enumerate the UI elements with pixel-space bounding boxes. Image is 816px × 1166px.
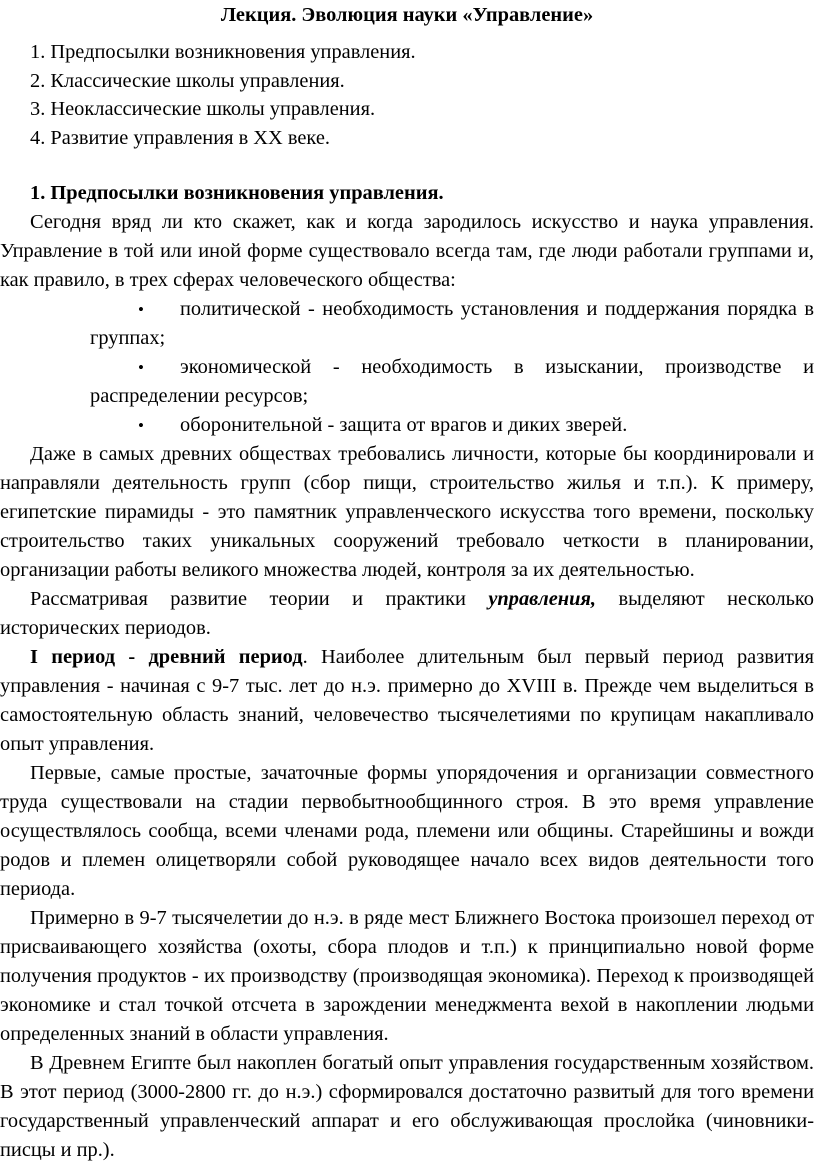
bullet-item xyxy=(0,411,814,440)
paragraph-5: Первые, самые простые, зачаточные формы упорядочения и организации совместного труда существовали на стадии первобытнообщинного строя. В это время управление осуществлялось сообща, всеми членами рода, племени или общины. Старейшины и вожди родов и племен олицетворяли собой руководящее начало всех видов деятельности того периода. xyxy=(0,762,814,900)
period-heading: I период - древний период xyxy=(30,646,303,668)
toc-item: 3. Неоклассические школы управления. xyxy=(30,98,376,120)
document-title: Лекция. Эволюция науки «Управление» xyxy=(220,4,594,26)
spacer xyxy=(0,152,814,179)
section-heading: 1. Предпосылки возникновения управления. xyxy=(30,182,444,204)
paragraph-2: Даже в самых древних обществах требовались личности, которые бы координировали и направляли деятельность групп (сбор пищи, строительство жилья и т.п.). К примеру, египетские пирамиды - это памятник управленческого искусства того времени, поскольку строительство таких уникальных сооружений требовало четкости в планировании, организации работы великого множества людей, контроля за их деятельностью. xyxy=(0,443,814,581)
paragraph-7: В Древнем Египте был накоплен богатый опыт управления государственным хозяйством. В этот период (3000-2800 гг. до н.э.) сформировался достаточно развитый для того времени государственный управленческий аппарат и его обслуживающая прослойка (чиновники-писцы и пр.). xyxy=(0,1052,814,1161)
toc-item: 4. Развитие управления в XX веке. xyxy=(30,126,330,149)
bullet-text: оборонительной - защита от врагов и диких зверей. xyxy=(180,414,628,436)
bullet-text: экономической - необходимость в изыскании, производстве и распределении ресурсов; xyxy=(90,356,814,407)
bullet-icon: • xyxy=(138,300,144,319)
intro-paragraph: Сегодня вряд ли кто скажет, как и когда зародилось искусство и наука управления. Управление в той или иной форме существовало всегда там, где люди работали группами и, как правило, в трех сферах человеческого общества: xyxy=(0,211,814,291)
bullet-item xyxy=(0,353,814,411)
paragraph-4-rest: . Наиболее длительным был первый период развития управления - начиная с 9-7 тыс. лет до н.э. примерно до XVIII в. Прежде чем выделиться в самостоятельную область знаний, человечество тысячелетиями по крупицам накапливало опыт управления. xyxy=(0,646,814,755)
paragraph-3-emphasis: управления, xyxy=(488,588,597,610)
table-of-contents xyxy=(0,38,814,152)
paragraph-3-after: выделяют несколько исторических периодов. xyxy=(0,588,814,639)
paragraph-6: Примерно в 9-7 тысячелетии до н.э. в ряде мест Ближнего Востока произошел переход от присваивающего хозяйства (охоты, сбора плодов и т.п.) к принципиально новой форме получения продуктов - их производству (производящая экономика). Переход к производящей экономике и стал точкой отсчета в зарождении менеджмента вехой в накоплении людьми определенных знаний в области управления. xyxy=(0,907,814,1045)
bullet-list xyxy=(0,295,814,440)
paragraph-3-before: Рассматривая развитие теории и практики xyxy=(30,588,489,610)
paragraph-4 xyxy=(0,643,814,759)
bullet-text: политической - необходимость установления и поддержания порядка в группах; xyxy=(90,298,814,349)
bullet-icon: • xyxy=(138,358,144,377)
paragraph-3 xyxy=(0,585,814,643)
bullet-icon: • xyxy=(138,416,144,435)
bullet-item xyxy=(0,295,814,353)
toc-item: 2. Классические школы управления. xyxy=(30,69,345,92)
toc-item: 1. Предпосылки возникновения управления. xyxy=(30,41,416,63)
